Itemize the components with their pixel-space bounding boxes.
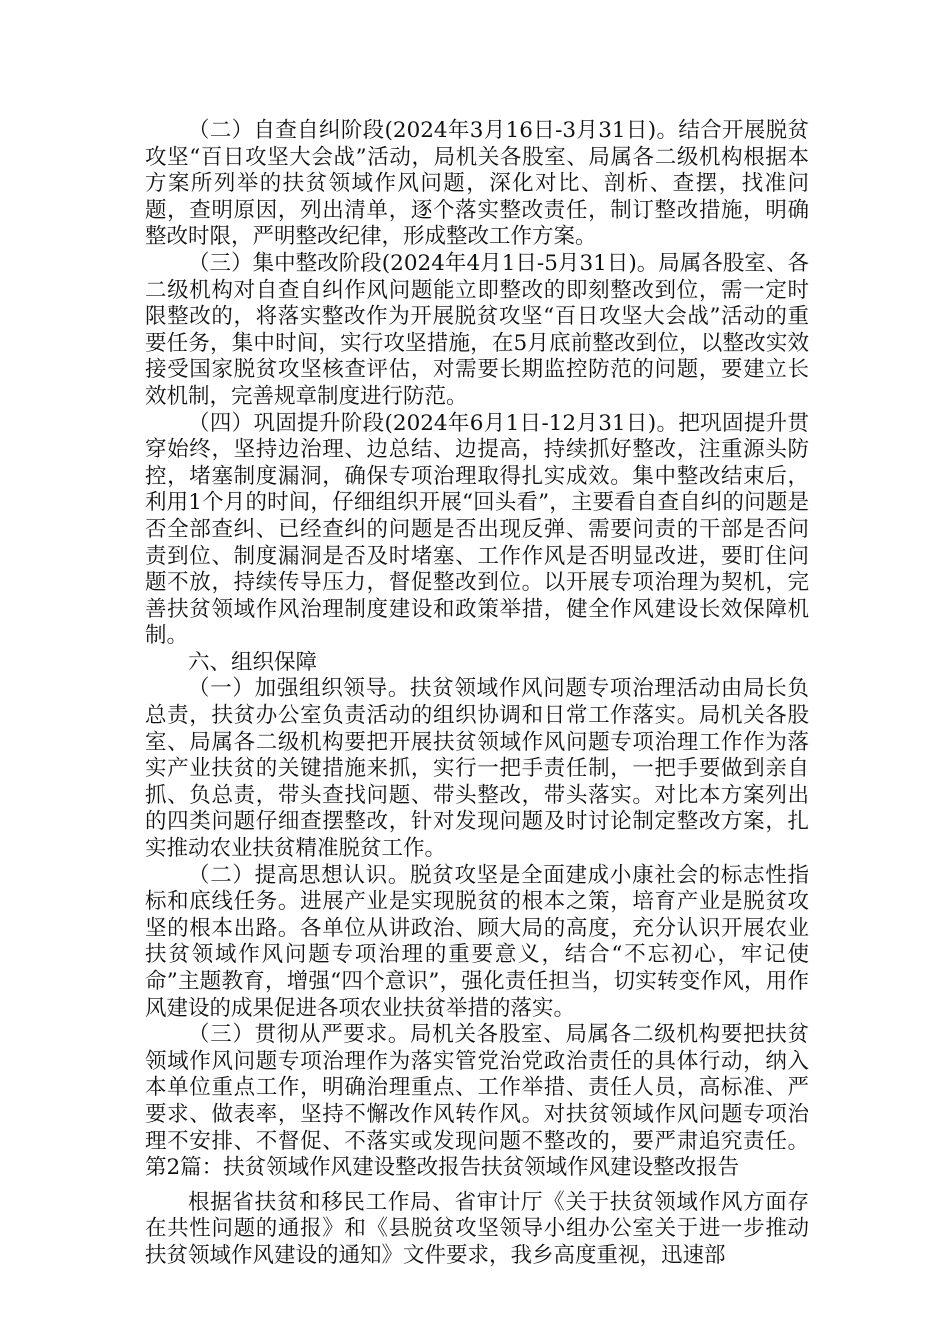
section-heading-organization: 六、组织保障 bbox=[188, 649, 318, 675]
document-body bbox=[145, 118, 809, 1270]
paragraph-self-check-stage: （二）自查自纠阶段(2024年3月16日-3月31日)。结合开展脱贫攻坚“百日攻坚大会战”活动，局机关各股室、局属各二级机构根据本方案所列举的扶贫领域作风问题，深化对比、剖析、查摆，找准问题，查明原因，列出清单，逐个落实整改责任，制订整改措施，明确整改时限，严明整改纪律，形成整改工作方案。 bbox=[145, 118, 809, 250]
paragraph-strict-requirements: （三）贯彻从严要求。局机关各股室、局属各二级机构要把扶贫领域作风问题专项治理作为落实管党治党政治责任的具体行动，纳入本单位重点工作，明确治理重点、工作举措、责任人员，高标准、严要求、做表率，坚持不懈改作风转作风。对扶贫领域作风问题专项治理不安排、不督促、不落实或发现问题不整改的，要严肃追究责任。第2篇：扶贫领域作风建设整改报告扶贫领域作风建设整改报告 bbox=[145, 1022, 809, 1181]
paragraph-report-intro: 根据省扶贫和移民工作局、省审计厅《关于扶贫领域作风方面存在共性问题的通报》和《县脱贫攻坚领导小组办公室关于进一步推动扶贫领域作风建设的通知》文件要求，我乡高度重视，迅速部 bbox=[145, 1189, 809, 1268]
paragraph-rectification-stage: （三）集中整改阶段(2024年4月1日-5月31日)。局属各股室、各二级机构对自查自纠作风问题能立即整改的即刻整改到位，需一定时限整改的，将落实整改作为开展脱贫攻坚“百日攻坚大会战”活动的重要任务，集中时间，实行攻坚措施，在5月底前整改到位，以整改实效接受国家脱贫攻坚核查评估，对需要长期监控防范的问题，要建立长效机制，完善规章制度进行防范。 bbox=[145, 250, 809, 409]
paragraph-leadership: （一）加强组织领导。扶贫领域作风问题专项治理活动由局长负总责，扶贫办公室负责活动的组织协调和日常工作落实。局机关各股室、局属各二级机构要把开展扶贫领域作风问题专项治理工作作为落实产业扶贫的关键措施来抓，实行一把手责任制，一把手要做到亲自抓、负总责，带头查找问题、带头整改，带头落实。对比本方案列出的四类问题仔细查摆整改，针对发现问题及时讨论制定整改方案，扎实推动农业扶贫精准脱贫工作。 bbox=[145, 676, 809, 862]
paragraph-awareness: （二）提高思想认识。脱贫攻坚是全面建成小康社会的标志性指标和底线任务。进展产业是实现脱贫的根本之策，培育产业是脱贫攻坚的根本出路。各单位从讲政治、顾大局的高度，充分认识开展农业扶贫领域作风问题专项治理的重要意义，结合“不忘初心，牢记使命”主题教育，增强“四个意识”，强化责任担当，切实转变作风，用作风建设的成果促进各项农业扶贫举措的落实。 bbox=[145, 862, 809, 1021]
paragraph-consolidation-stage: （四）巩固提升阶段(2024年6月1日-12月31日)。把巩固提升贯穿始终，坚持边治理、边总结、边提高，持续抓好整改，注重源头防控，堵塞制度漏洞，确保专项治理取得扎实成效。集中整改结束后，利用1个月的时间，仔细组织开展“回头看”，主要看自查自纠的问题是否全部查纠、已经查纠的问题是否出现反弹、需要问责的干部是否问责到位、制度漏洞是否及时堵塞、工作作风是否明显改进，要盯住问题不放，持续传导压力，督促整改到位。以开展专项治理为契机，完善扶贫领域作风治理制度建设和政策举措，健全作风建设长效保障机制。 bbox=[145, 410, 809, 649]
